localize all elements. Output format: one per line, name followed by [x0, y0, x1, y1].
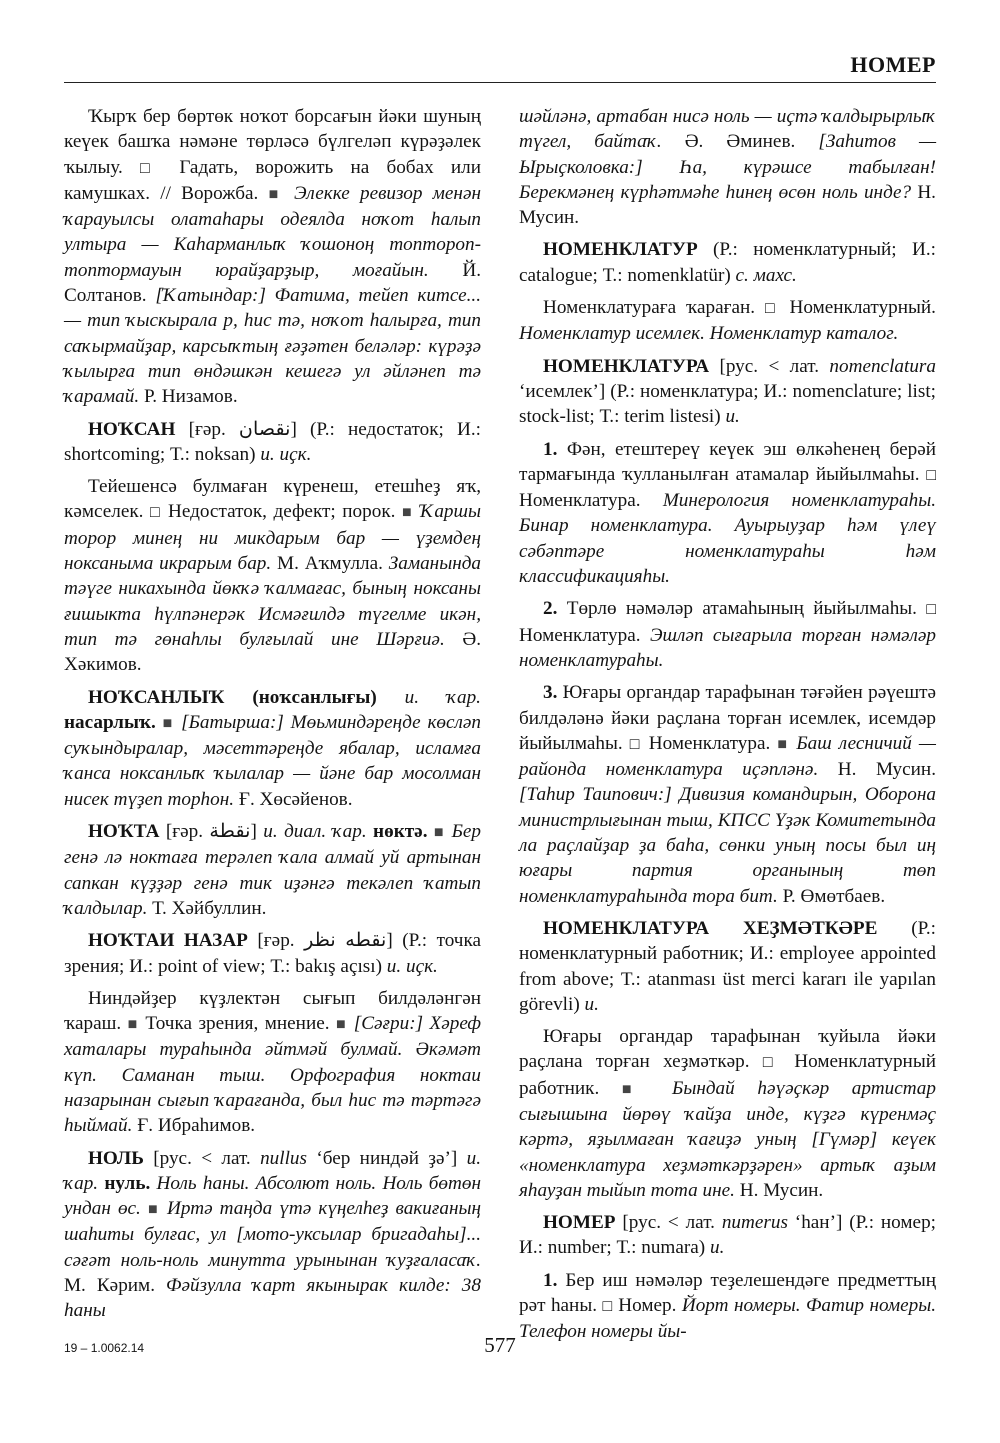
- italic-text: nullus: [260, 1147, 307, 1169]
- empty-square-icon: □: [602, 1298, 613, 1316]
- text-run: ‘бер ниндәй ҙә’]: [306, 1147, 467, 1169]
- dictionary-paragraph: [519, 104, 936, 230]
- empty-square-icon: □: [762, 1054, 782, 1072]
- italic-text: Иртә таңда үтә күңелһеҙ вакиғаның шаһиты булғас, ул [мото-уксылар бригадаһы]... сәғәт ноль-ноль минутта урынынан ҡуҙғаласаҡ.: [64, 1198, 481, 1271]
- text-run: Номенклатура.: [519, 624, 650, 646]
- text-run: М. Аҡмулла.: [271, 553, 389, 575]
- page-number: 577: [484, 1333, 516, 1357]
- dictionary-paragraph: [519, 295, 936, 347]
- dictionary-paragraph: [64, 928, 481, 979]
- dictionary-paragraph: [519, 1210, 936, 1261]
- empty-square-icon: □: [926, 601, 936, 619]
- filled-square-icon: ■: [268, 185, 284, 203]
- text-run: [ғәр. نقصان] (Р.: недостаток; И.: shortcoming; Т.: noksan): [64, 418, 481, 465]
- italic-text: [Сәғри:] Хәреф хаталары тураһында әйтмәй булмай. Әкәмәт күп. Саманан тыш. Орфография ноктаи назарынан сығып ҡарағанда, был һис тә тәртәгә һыймай.: [64, 1013, 482, 1137]
- text-run: [ғәр. نقطة]: [159, 821, 264, 843]
- footer-code: 19 – 1.0062.14: [64, 1341, 145, 1355]
- italic-text: Минерология номенклатураһы. Бинар номенклатура. Ауырыуҙар һәм үлеү сәбәптәре номенклатураһы һәм классификацияһы.: [519, 490, 936, 588]
- italic-text: Бер генә лә ноктаға терәлеп ҡала алмай уй артынан сапкан күҙҙәр генә тик иҙәнгә текәлеп ҡатып ҡалдылар.: [64, 821, 481, 919]
- text-run: Й. Солтанов.: [64, 259, 481, 307]
- right-column: [519, 104, 936, 1352]
- text-run: [ғәр. نقطه نظر] (Р.: точка зрения; И.: point of view; Т.: bakış açısı): [64, 930, 482, 977]
- text-run: Фән, етештереү кеүек эш өлкәһенең берәй тармағында ҡулланылған атамалар йыйылмаһы.: [519, 438, 936, 485]
- italic-text: и. ҡар.: [64, 1147, 481, 1194]
- empty-square-icon: □: [140, 159, 163, 177]
- dictionary-paragraph: [519, 237, 936, 288]
- dictionary-paragraph: [64, 819, 481, 921]
- text-run: Ә. Хәкимов.: [64, 628, 482, 676]
- italic-text: с. махс.: [735, 264, 797, 286]
- text-run: (Р.: номенклатурный; И.: catalogue; Т.: nomenklatür): [519, 239, 936, 286]
- headword: НОМЕНКЛАТУРА: [543, 355, 710, 377]
- text-run: Ғ. Хөсәйенов.: [234, 788, 353, 810]
- text-run: Номенклатура.: [519, 490, 663, 512]
- italic-text: Бындай һәүәҫкәр артистар сығышына йөрөү ҡайҙа инде, күҙгә күренмәҫ кәртә, яҙылмаған ҡағиҙә уның [Гүмәр] кеүек «номенклатура хеҙмәткәрҙәрен» артыҡ аҙым яһауҙан тыйып тота ине.: [519, 1077, 936, 1201]
- text-run: ‘һан’] (Р.: номер; И.: number; Т.: numara): [519, 1212, 936, 1259]
- text-run: Точка зрения, мнение.: [138, 1013, 336, 1035]
- header-rule: [64, 82, 936, 83]
- italic-text: и.: [709, 1237, 725, 1259]
- dictionary-paragraph: [64, 417, 481, 468]
- headword: насарлыҡ.: [64, 711, 156, 733]
- text-run: [рус. < лат.: [615, 1212, 722, 1234]
- text-run: Төрлө нәмәләр атамаһының йыйылмаһы.: [557, 598, 927, 620]
- italic-text: [Заһитов — Ырыҫколовка:] Һа, күрәшсе табылған! Берекмәнең күрһәтмәһе һинең өсөн ноль инде?: [519, 131, 937, 203]
- empty-square-icon: □: [926, 466, 936, 484]
- text-run: Номенклатурный.: [779, 297, 936, 319]
- dictionary-paragraph: [64, 1146, 481, 1324]
- text-run: [рус. < лат.: [143, 1147, 261, 1169]
- headword: 3.: [543, 682, 558, 704]
- text-run: Н. Мусин.: [734, 1179, 824, 1201]
- text-run: Ҡырҡ бер бөртөк ноҡот борсағын йәки шуның кеүек башҡа нәмәне төрләсә бүлгеләп күрәҙәлек ҡылыу.: [64, 106, 481, 178]
- filled-square-icon: ■: [621, 1080, 650, 1098]
- text-run: Номенклатураға ҡараған.: [543, 297, 765, 319]
- text-run: (Р.: номенклатурный работник; И.: employee appointed from above; Т.: atanması üst merci kararı ile yapılan görevli): [519, 917, 936, 1015]
- text-run: Номер.: [612, 1295, 682, 1317]
- text-run: Ә. Әминев.: [661, 131, 819, 153]
- italic-text: и. ҡар.: [376, 686, 481, 708]
- italic-text: Ҡаршы торор минең ни микдарым бар — үҙемдең ноксаныма икрарым бар.: [64, 501, 481, 575]
- headword: НОМЕР: [543, 1212, 616, 1234]
- text-run: Н. Мусин.: [519, 181, 936, 229]
- filled-square-icon: ■: [401, 504, 414, 522]
- filled-square-icon: ■: [335, 1016, 348, 1034]
- italic-text: и. диал. ҡар.: [263, 821, 367, 843]
- text-run: [156, 712, 163, 733]
- filled-square-icon: ■: [127, 1016, 139, 1034]
- headword: НОМЕНКЛАТУР: [543, 239, 698, 261]
- left-column: [64, 104, 481, 1331]
- italic-text: и. иҫк.: [260, 443, 312, 465]
- filled-square-icon: ■: [777, 735, 790, 753]
- dictionary-paragraph: [519, 680, 936, 909]
- text-run: Ғ. Ибраһимов.: [132, 1115, 256, 1137]
- dictionary-paragraph: [64, 986, 481, 1139]
- italic-text: Эшләп сығарыла торған нәмәләр номенклатураһы.: [519, 624, 936, 671]
- text-run: Р. Өмөтбаев.: [777, 885, 886, 907]
- italic-text: Ноль һаны. Абсолют ноль. Ноль бөтөн ундан өс.: [64, 1172, 481, 1220]
- running-head: НОМЕР: [850, 52, 936, 77]
- italic-text: Элекке ревизор менән ҡарауылсы олатаһары одеялда ноҡот һалып ултыра — Каһарманлыҡ ҡошоноң топторoп-топтормауын юрайҙарҙыр, моғайын.: [64, 182, 481, 281]
- empty-square-icon: □: [764, 300, 780, 318]
- dictionary-paragraph: [519, 916, 936, 1017]
- text-run: Н. Мусин.: [818, 759, 936, 781]
- dictionary-paragraph: [64, 104, 481, 410]
- italic-text: и.: [725, 406, 740, 428]
- headword: НОҠСАН: [88, 418, 176, 440]
- text-run: Недостаток, дефект; порок.: [161, 501, 402, 523]
- italic-text: [Ҡатындар:] Фатима, тейеп китсе... — тип ҡыскырала р, һис тә, ноҡот һалырға, тип саҡырмайҙар, карсыҡтың ғәҙәтен беләләр: күрәҙә ҡылырға тип өндәшкән кешегә ул әйләнеп тә ҡарамай.: [64, 285, 481, 408]
- text-run: Номенклатура.: [641, 732, 778, 754]
- headword: НОҠТАИ НАЗАР: [88, 930, 248, 952]
- dictionary-paragraph: [519, 596, 936, 673]
- text-run: Гадать, ворожить на бобах или камушках. // Ворожба.: [64, 156, 481, 204]
- headword: НОМЕНКЛАТУРА ХЕҘМӘТКӘРЕ: [543, 917, 878, 939]
- text-run: Бер иш нәмәләр теҙелешендәге предметтың рәт һаны.: [519, 1269, 936, 1317]
- headword: 1.: [543, 1269, 558, 1291]
- text-run: М. Кәрим.: [64, 1275, 167, 1297]
- text-run: [рус. < лат.: [709, 355, 830, 377]
- italic-text: numerus: [721, 1212, 788, 1234]
- italic-text: Номенклатур исемлек. Номенклатур каталог.: [519, 323, 899, 345]
- text-run: Юғары органдар тарафынан ҡуйыла йәки раҫлана торған хеҙмәткәр.: [519, 1026, 936, 1073]
- dictionary-paragraph: [64, 685, 481, 812]
- italic-text: Баш лесничий — районда номенклатура иҫәпләнә.: [519, 732, 936, 781]
- text-run: Р. Низамов.: [139, 386, 238, 408]
- text-run: Ниндәйҙер күҙлектән сығып билдәләнгән ҡараш.: [64, 987, 481, 1035]
- headword: НОҠТА: [88, 821, 160, 843]
- filled-square-icon: ■: [147, 1201, 160, 1219]
- text-run: Юғары органдар тарафынан тәғәйен рәүештә билдәләнә йәки раҫлана торған исемлек, исемдәр йыйылмаһы.: [519, 682, 936, 754]
- italic-text: Заманында тәүге никахында йөкҡә ҡалмағас, бының ноксаны ғишыкта һүлпәнерәк Исмәғилдә түгелме икән, тип тә гөнаһлы булғылай ине Шәрғиә.: [64, 553, 482, 650]
- headword: 2.: [543, 598, 558, 620]
- filled-square-icon: ■: [433, 824, 446, 842]
- dictionary-paragraph: [519, 437, 936, 590]
- italic-text: и.: [584, 993, 599, 1015]
- text-run: [141, 1198, 148, 1219]
- headword: нуль.: [98, 1172, 151, 1194]
- headword: НОЛЬ: [88, 1147, 144, 1169]
- dictionary-paragraph: [519, 1024, 936, 1203]
- italic-text: Фәйзулла ҡарт якынырак килде: 38 һаны: [64, 1275, 481, 1322]
- text-run: Т. Хәйбуллин.: [147, 897, 267, 919]
- italic-text: nomenclatura: [829, 355, 936, 377]
- headword: НОҠСАНЛЫҠ (ноҡсанлығы): [88, 686, 377, 708]
- italic-text: Йорт номеры. Фатир номеры. Телефон номеры йы-: [519, 1295, 936, 1343]
- italic-text: и. иҫк.: [386, 955, 438, 977]
- italic-text: [Таһир Таипович:] Дивизия командирын, Оборона министрлығынан тыш, КПСС Үҙәк Комитетында ла раҫлайҙар ҙа баһа, сөнки уның посы был иң юғары партия органының төп номенклатураһында тора бит.: [519, 784, 936, 907]
- empty-square-icon: □: [629, 735, 642, 753]
- filled-square-icon: ■: [162, 714, 175, 732]
- text-run: Тейешенсә булмаған күренеш, етешһеҙ яҡ, кәмселек.: [64, 476, 481, 523]
- dictionary-paragraph: [64, 474, 481, 677]
- text-run: ‘исемлек’] (Р.: номенклатура; И.: nomenclature; list; stock-list; Т.: terim listesi): [519, 380, 936, 428]
- empty-square-icon: □: [150, 504, 162, 522]
- text-run: Номенклатурный работник.: [519, 1051, 936, 1099]
- dictionary-paragraph: [519, 354, 936, 430]
- italic-text: шәйләнә, артабан нисә ноль — иҫтә ҡалдырырлыҡ түгел, байтаҡ.: [519, 106, 936, 153]
- headword: 1.: [543, 438, 558, 460]
- headword: нөктә.: [366, 821, 428, 843]
- italic-text: [Батырша:] Мөьминдәреңде көсләп суҡындыралар, мәсеттәреңде ябалар, исламға ҡанса ноксанлыҡ ҡылалар — йәне бар мосолман нисек түҙеп торһон.: [64, 711, 482, 810]
